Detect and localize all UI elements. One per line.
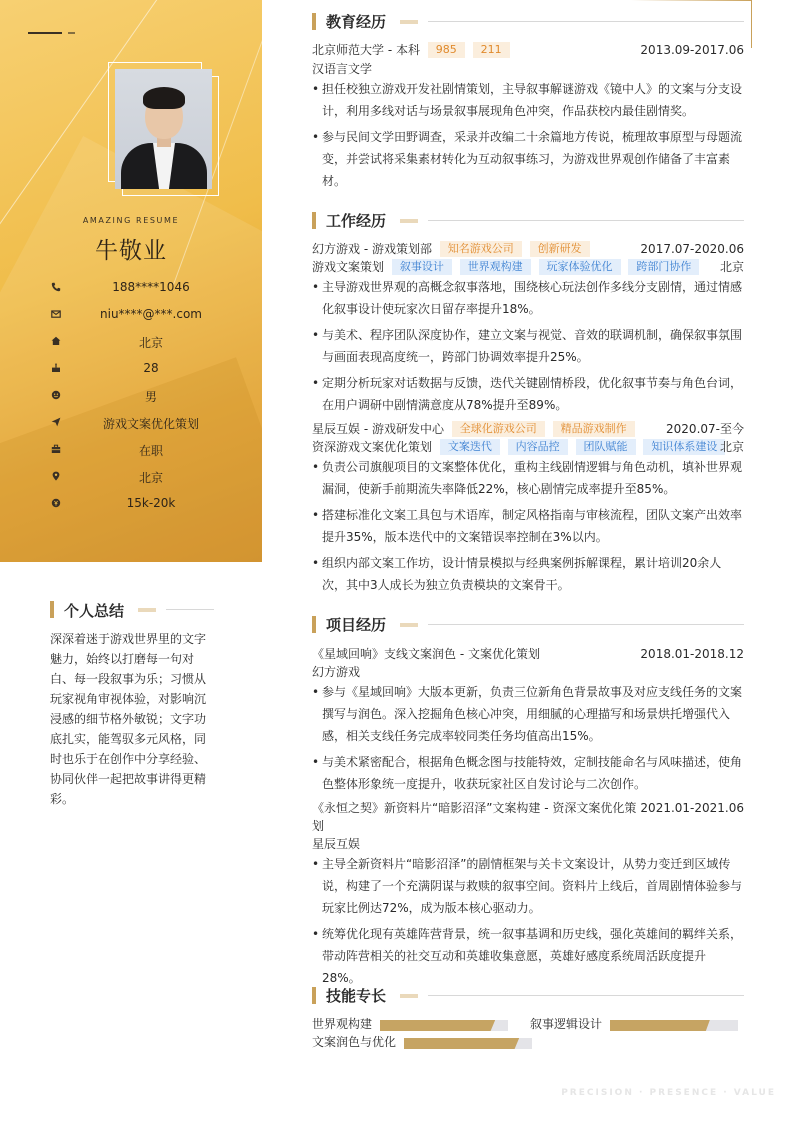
skill-name: 叙事逻辑设计 (530, 1017, 603, 1031)
project-name-row (312, 799, 744, 835)
project-name: 《永恒之契》新资料片“暗影沼泽”文案构建 - 资深文案优化策划 (312, 801, 637, 833)
project-company: 幻方游戏 (312, 665, 361, 679)
info-gender (46, 386, 236, 406)
education-section-header (312, 12, 744, 32)
education-major: 汉语言文学 (312, 62, 373, 76)
company-tag: 全球化游戏公司 (452, 421, 545, 437)
education-bullet: • 担任校独立游戏开发社剧情策划，主导叙事解谜游戏《镜中人》的文案与分支设计，利用多线对话与场景叙事展现角色冲突，作品获校内最佳剧情奖。 (312, 78, 744, 122)
role-tag: 知识体系建设 (643, 439, 725, 455)
info-status (46, 440, 236, 460)
school-name: 北京师范大学 - 本科 (312, 43, 420, 57)
project-bullet: • 与美术紧密配合，根据角色概念图与技能特效，定制技能命名与风味描述，使角色整体形象统一度提升，收获玩家社区自发讨论与二次创作。 (312, 751, 744, 795)
candidate-name: 牛敬业 (95, 238, 167, 264)
skill-bar-fill (404, 1038, 519, 1049)
job-role-row (312, 258, 744, 276)
role-tag: 团队赋能 (576, 439, 636, 455)
role-tag: 文案迭代 (440, 439, 500, 455)
job-bullet: • 主导游戏世界观的高概念叙事落地，围绕核心玩法创作多线分支剧情，通过情感化叙事设计使玩家次日留存率提升18%。 (312, 276, 744, 320)
avatar-photo (115, 69, 212, 189)
phone-value: 188****1046 (112, 280, 190, 294)
gender-value: 男 (144, 390, 157, 404)
project-bullet: • 主导全新资料片“暗影沼泽”的剧情框架与关卡文案设计，从势力变迁到区域传说，构建了一个充满阴谋与救赎的叙事空间。资料片上线后，首周剧情体验参与玩家比例达72%，成为版本核心驱动力。 (312, 853, 744, 919)
resume-tagline: AMAZING RESUME (82, 216, 180, 225)
work-section-header (312, 211, 744, 231)
summary-title: 个人总结 (64, 602, 125, 620)
project-date: 2018.01-2018.12 (640, 647, 744, 661)
home-icon (50, 336, 61, 347)
role-tag: 内容品控 (508, 439, 568, 455)
education-date: 2013.09-2017.06 (640, 43, 744, 57)
job-company: 星辰互娱 - 游戏研发中心 (312, 422, 444, 436)
projects-section-header (312, 615, 744, 635)
projects-title: 项目经历 (326, 616, 387, 634)
location-value: 北京 (138, 471, 163, 485)
skill-bar-track (404, 1038, 532, 1049)
skill-item (530, 1015, 744, 1033)
location-pin-icon (50, 471, 61, 482)
job-date: 2017.07-2020.06 (640, 242, 744, 256)
role-tag: 玩家体验优化 (539, 259, 621, 275)
project-name-row (312, 645, 744, 663)
salary-icon (50, 498, 61, 509)
role-tag: 叙事设计 (392, 259, 452, 275)
education-title: 教育经历 (326, 13, 387, 31)
skill-bar-track (610, 1020, 738, 1031)
skill-item (312, 1015, 512, 1033)
summary-text: 深深着迷于游戏世界里的文字魅力，始终以打磨每一句对白、每一段叙事为乐；习惯从玩家视角审视体验，对影响沉浸感的细节格外敏锐；文字功底扎实，能驾驭多元风格，同时也乐于在创作中分享经验、协同伙伴一起把故事讲得更精彩。 (50, 632, 207, 806)
skill-item (312, 1033, 536, 1051)
education-school-row (312, 41, 744, 59)
info-salary (46, 494, 236, 514)
skill-bar-fill (380, 1020, 495, 1031)
info-email (46, 305, 236, 325)
project-date: 2021.01-2021.06 (640, 801, 744, 815)
project-bullet: • 参与《星域回响》大版本更新，负责三位新角色背景故事及对应支线任务的文案撰写与润色。深入挖掘角色核心冲突，用细腻的心理描写和场景烘托增强代入感，相关支线任务完成率较同类任务均值高出15%。 (312, 681, 744, 747)
school-tag: 985 (428, 42, 465, 58)
role-tag: 世界观构建 (460, 259, 531, 275)
info-position (46, 413, 236, 433)
info-age (46, 359, 236, 379)
position-value: 游戏文案优化策划 (102, 417, 199, 431)
job-bullet: • 与美术、程序团队深度协作，建立文案与视觉、音效的联调机制，确保叙事氛围与画面表现高度统一，跨部门协调效率提升25%。 (312, 324, 744, 368)
salary-value: 15k-20k (126, 496, 176, 510)
education-bullet: • 参与民间文学田野调查，采录并改编二十余篇地方传说，梳理故事原型与母题流变，并尝试将采集素材转化为互动叙事练习，为游戏世界观创作储备了丰富素材。 (312, 126, 744, 192)
job-city: 北京 (719, 260, 744, 274)
briefcase-icon (50, 444, 61, 455)
footer-slogan: PRECISION · PRESENCE · VALUE (561, 1088, 776, 1098)
info-home (46, 332, 236, 352)
phone-icon (50, 282, 61, 293)
gender-icon (50, 390, 61, 401)
job-role: 游戏文案策划 (312, 260, 385, 274)
skills-section-header (312, 986, 744, 1006)
role-tag: 跨部门协作 (628, 259, 699, 275)
job-company-row (312, 420, 744, 438)
cake-icon (50, 363, 61, 374)
job-bullet: • 定期分析玩家对话数据与反馈，迭代关键剧情桥段，优化叙事节奏与角色台词，在用户调研中剧情满意度从78%提升至89%。 (312, 372, 744, 416)
skill-name: 文案润色与优化 (312, 1035, 397, 1049)
status-value: 在职 (138, 444, 163, 458)
decorative-dash (68, 32, 75, 34)
company-tag: 创新研发 (530, 241, 590, 257)
job-role-row (312, 438, 744, 456)
summary-section-header (50, 600, 220, 620)
age-value: 28 (143, 361, 159, 375)
mail-icon (50, 309, 61, 320)
job-bullet: • 负责公司旗舰项目的文案整体优化，重构主线剧情逻辑与角色动机，填补世界观漏洞，使新手前期流失率降低22%，核心剧情完成率提升至85%。 (312, 456, 744, 500)
send-icon (50, 417, 61, 428)
project-name: 《星域回响》支线文案润色 - 文案优化策划 (312, 647, 540, 661)
job-city: 北京 (719, 440, 744, 454)
home-value: 北京 (138, 336, 163, 350)
info-phone (46, 278, 236, 298)
skills-title: 技能专长 (326, 987, 387, 1005)
job-bullet: • 搭建标准化文案工具包与术语库，制定风格指南与审核流程，团队文案产出效率提升35%，版本迭代中的文案错误率控制在3%以内。 (312, 504, 744, 548)
job-company: 幻方游戏 - 游戏策划部 (312, 242, 432, 256)
project-company: 星辰互娱 (312, 837, 361, 851)
company-tag: 知名游戏公司 (440, 241, 522, 257)
school-tag: 211 (473, 42, 510, 58)
job-company-row (312, 240, 744, 258)
email-value: niu****@***.com (100, 307, 202, 321)
project-bullet: • 统筹优化现有英雄阵营背景，统一叙事基调和历史线，强化英雄间的羁绊关系，带动阵营相关的社交互动和英雄收集意愿，英雄好感度系统周活跃度提升28%。 (312, 923, 744, 989)
company-tag: 精品游戏制作 (553, 421, 635, 437)
skill-name: 世界观构建 (312, 1017, 373, 1031)
decorative-dash (28, 32, 62, 34)
skill-bar-fill (610, 1020, 710, 1031)
work-title: 工作经历 (326, 212, 387, 230)
skill-bar-track (380, 1020, 508, 1031)
job-role: 资深游戏文案优化策划 (312, 440, 433, 454)
job-date: 2020.07-至今 (666, 422, 744, 436)
info-location (46, 467, 236, 487)
job-bullet: • 组织内部文案工作坊，设计情景模拟与经典案例拆解课程，累计培训20余人次，其中3人成长为独立负责模块的文案骨干。 (312, 552, 744, 596)
